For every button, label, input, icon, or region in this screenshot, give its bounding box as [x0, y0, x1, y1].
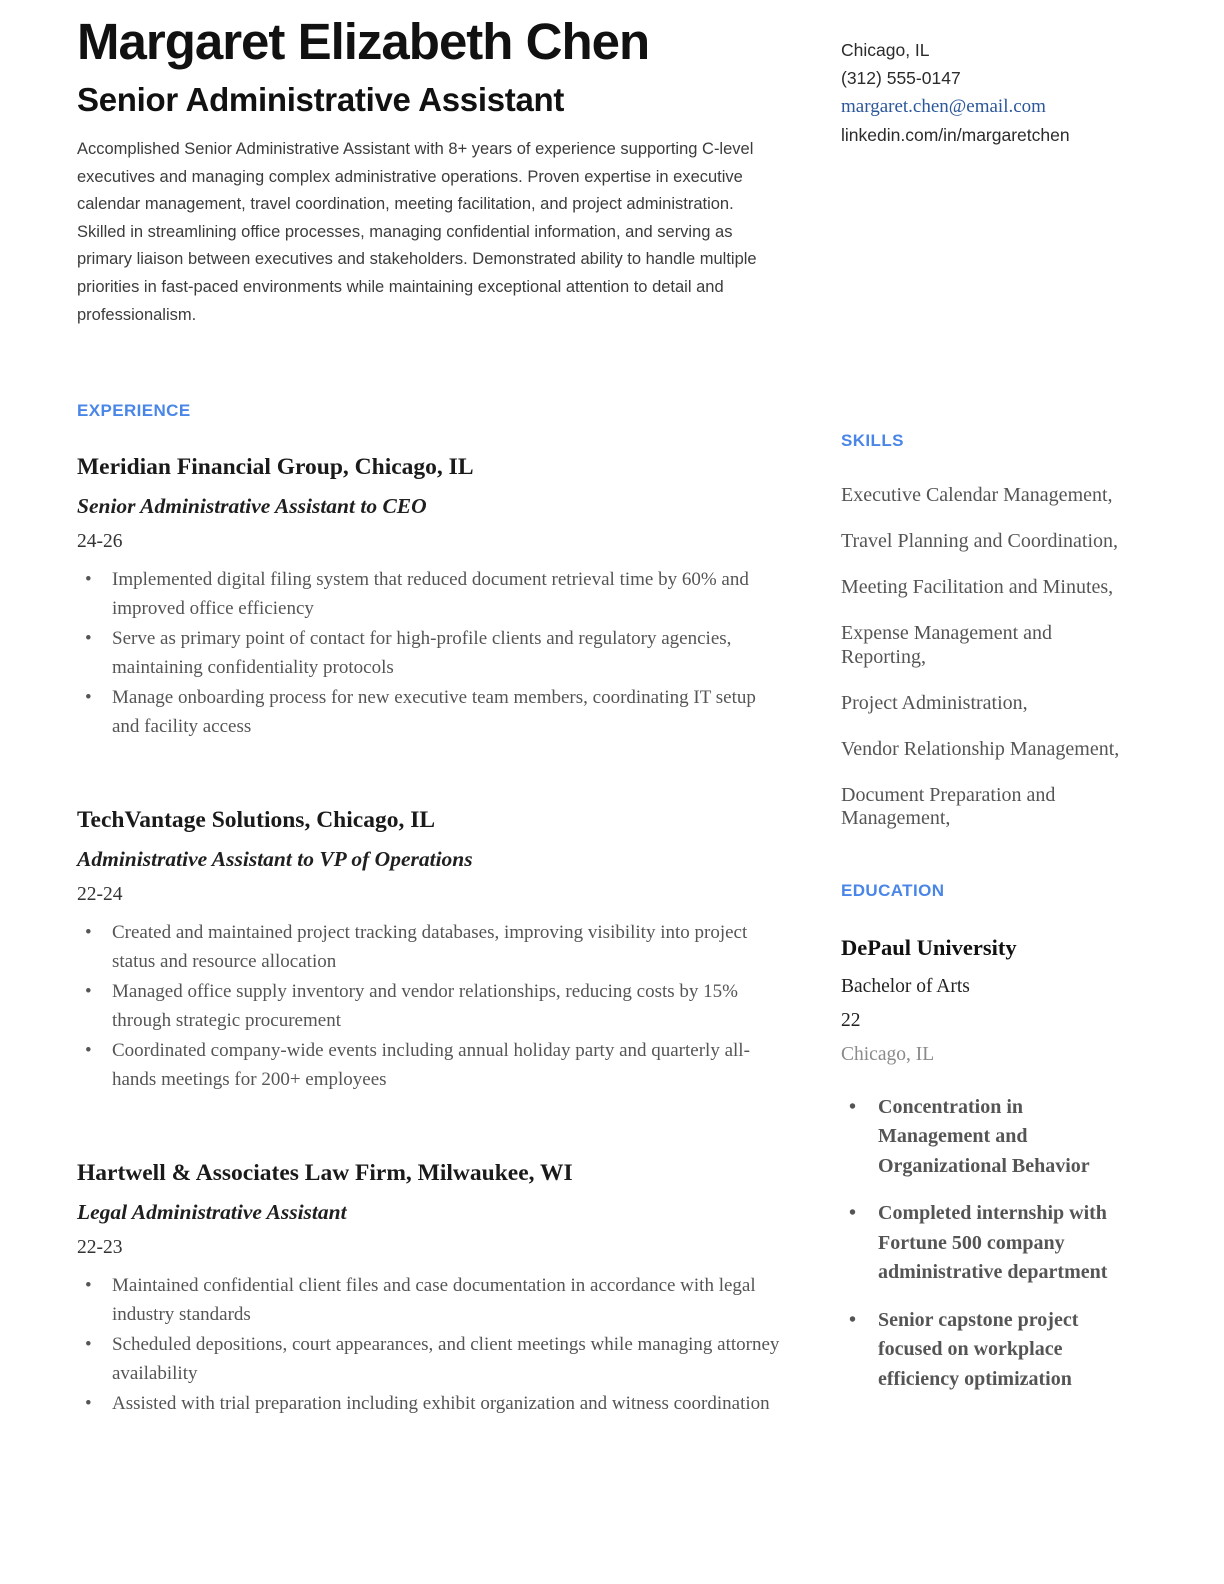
education-heading: EDUCATION [841, 880, 945, 900]
job-dates: 24-26 [77, 531, 123, 553]
skills-heading: SKILLS [841, 431, 904, 450]
school-location: Chicago, IL [841, 1043, 935, 1065]
bullet-item: • Manage onboarding process for new executive team members, coordinating IT setup and facility access [77, 683, 782, 741]
degree: Bachelor of Arts [841, 975, 970, 997]
skill-item: Travel Planning and Coordination, [841, 530, 1119, 552]
experience-section [77, 401, 782, 1418]
experience-heading: EXPERIENCE [77, 401, 191, 421]
job-title: Legal Administrative Assistant [77, 1200, 347, 1225]
company-name: Hartwell & Associates Law Firm, Milwaukee, WI [77, 1160, 573, 1187]
left-column [77, 14, 782, 1584]
bullet-item: • Coordinated company-wide events including annual holiday party and quarterly all-hands meetings for 200+ employees [77, 1036, 782, 1094]
bullet-item: • Scheduled depositions, court appearances, and client meetings while managing attorney availability [77, 1330, 782, 1388]
education-section [841, 881, 1124, 1395]
education-bullet-item: • Concentration in Management and Organizational Behavior [841, 1093, 1124, 1182]
contact-phone: (312) 555-0147 [841, 68, 961, 88]
contact-location: Chicago, IL [841, 40, 930, 60]
skills-list [841, 484, 1124, 831]
skill-item: Vendor Relationship Management, [841, 737, 1120, 760]
contact-block [841, 36, 1124, 149]
job-title: Senior Administrative Assistant to CEO [77, 494, 427, 519]
person-name: Margaret Elizabeth Chen [77, 13, 650, 70]
job-entry [77, 807, 782, 1094]
skill-item: Expense Management and Reporting, [841, 622, 1053, 668]
skills-section [841, 431, 1124, 831]
job-entry [77, 1160, 782, 1418]
right-column [841, 14, 1124, 1584]
education-bullet-list [841, 1093, 1124, 1395]
job-bullet-list [77, 1271, 782, 1418]
job-dates: 22-24 [77, 884, 123, 906]
bullet-item: • Maintained confidential client files and case documentation in accordance with legal industry standards [77, 1271, 782, 1329]
graduation-year: 22 [841, 1009, 861, 1031]
company-name: TechVantage Solutions, Chicago, IL [77, 807, 436, 834]
linkedin-link[interactable]: linkedin.com/in/margaretchen [841, 125, 1070, 145]
skill-item: Document Preparation and Management, [841, 783, 1056, 829]
school-name: DePaul University [841, 934, 1017, 960]
bullet-item: • Managed office supply inventory and vendor relationships, reducing costs by 15% through strategic procurement [77, 977, 782, 1035]
job-entry [77, 454, 782, 741]
person-title: Senior Administrative Assistant [77, 81, 565, 119]
company-name: Meridian Financial Group, Chicago, IL [77, 454, 474, 481]
email-link[interactable]: margaret.chen@email.com [841, 96, 1046, 117]
job-dates: 22-23 [77, 1237, 123, 1259]
bullet-item: • Serve as primary point of contact for high-profile clients and regulatory agencies, maintaining confidentiality protocols [77, 624, 782, 682]
bullet-item: • Created and maintained project tracking databases, improving visibility into project status and resource allocation [77, 918, 782, 976]
skill-item: Project Administration, [841, 691, 1028, 714]
professional-summary: Accomplished Senior Administrative Assistant with 8+ years of experience supporting C-level executives and managing complex administrative operations. Proven expertise in executive calendar management, travel coordination, meeting facilitation, and project administration. Skilled in streamlining office processes, managing confidential information, and serving as primary liaison between executives and stakeholders. Demonstrated ability to handle multiple priorities in fast-paced environments while maintaining exceptional attention to detail and professionalism. [77, 140, 757, 324]
skill-item: Meeting Facilitation and Minutes, [841, 576, 1114, 598]
education-bullet-item: • Senior capstone project focused on workplace efficiency optimization [841, 1306, 1124, 1395]
bullet-item: • Assisted with trial preparation including exhibit organization and witness coordination [77, 1389, 782, 1418]
column-gap [782, 14, 841, 1584]
job-bullet-list [77, 565, 782, 741]
job-bullet-list [77, 918, 782, 1094]
education-bullet-item: • Completed internship with Fortune 500 company administrative department [841, 1199, 1124, 1288]
skill-item: Executive Calendar Management, [841, 484, 1113, 506]
job-title: Administrative Assistant to VP of Operations [77, 847, 473, 872]
bullet-item: • Implemented digital filing system that reduced document retrieval time by 60% and improved office efficiency [77, 565, 782, 623]
